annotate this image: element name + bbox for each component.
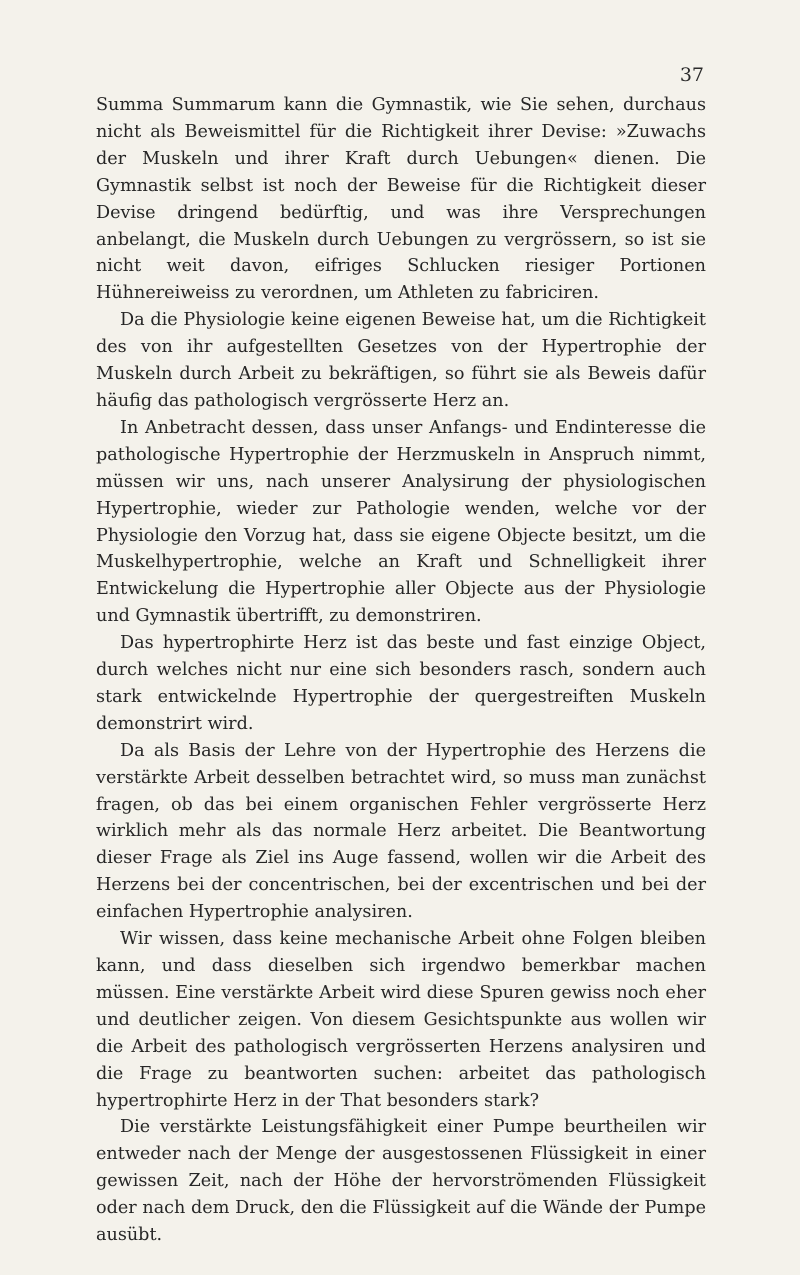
paragraph-7: Die verstärkte Leistungsfähigkeit einer Pumpe beurtheilen wir entweder nach der Menge der ausgestossenen Flüssigkeit in einer gewissen Zeit, nach der Höhe der hervorströmenden Flüssigkeit oder nach dem Druck, den die Flüssigkeit auf die Wände der Pumpe ausübt. bbox=[96, 1117, 706, 1246]
body-text bbox=[96, 92, 706, 1249]
paragraph-5: Da als Basis der Lehre von der Hypertrophie des Herzens die verstärkte Arbeit desselben betrachtet wird, so muss man zunächst fragen, ob das bei einem organischen Fehler vergrösserte Herz wirklich mehr als das normale Herz arbeitet. Die Beantwortung dieser Frage als Ziel ins Auge fassend, wollen wir die Arbeit des Herzens bei der concentrischen, bei der excentrischen und bei der einfachen Hypertrophie analysiren. bbox=[96, 740, 706, 923]
page-number: 37 bbox=[679, 64, 704, 86]
paragraph-3: In Anbetracht dessen, dass unser Anfangs- und Endinteresse die pathologische Hypertrophie der Herzmuskeln in Anspruch nimmt, müssen wir uns, nach unserer Analysirung der physiologischen Hypertrophie, wieder zur Pathologie wenden, welche vor der Physiologie den Vorzug hat, dass sie eigene Objecte besitzt, um die Muskelhypertrophie, welche an Kraft und Schnelligkeit ihrer Entwickelung die Hypertrophie aller Objecte aus der Physiologie und Gymnastik übertrifft, zu demonstriren. bbox=[96, 417, 706, 627]
paragraph-2: Da die Physiologie keine eigenen Beweise hat, um die Richtigkeit des von ihr aufgestellten Gesetzes von der Hypertrophie der Muskeln durch Arbeit zu bekräftigen, so führt sie als Beweis dafür häufig das pathologisch vergrösserte Herz an. bbox=[96, 310, 706, 411]
paragraph-1: Summa Summarum kann die Gymnastik, wie Sie sehen, durchaus nicht als Beweismittel für die Richtigkeit ihrer Devise: »Zuwachs der Muskeln und ihrer Kraft durch Uebungen« dienen. Die Gymnastik selbst ist noch der Beweise für die Richtigkeit dieser Devise dringend bedürftig, und was ihre Versprechungen anbelangt, die Muskeln durch Uebungen zu vergrössern, so ist sie nicht weit davon, eifriges Schlucken riesiger Portionen Hühnereiweiss zu verordnen, um Athleten zu fabriciren. bbox=[96, 95, 706, 304]
paragraph-4: Das hypertrophirte Herz ist das beste und fast einzige Object, durch welches nicht nur eine sich besonders rasch, sondern auch stark entwickelnde Hypertrophie der quergestreiften Muskeln demonstrirt wird. bbox=[96, 633, 706, 734]
paragraph-6: Wir wissen, dass keine mechanische Arbeit ohne Folgen bleiben kann, und dass dieselben sich irgendwo bemerkbar machen müssen. Eine verstärkte Arbeit wird diese Spuren gewiss noch eher und deutlicher zeigen. Von diesem Gesichtspunkte aus wollen wir die Arbeit des pathologisch vergrösserten Herzens analysiren und die Frage zu beantworten suchen: arbeitet das pathologisch hypertrophirte Herz in der That besonders stark? bbox=[96, 929, 706, 1111]
